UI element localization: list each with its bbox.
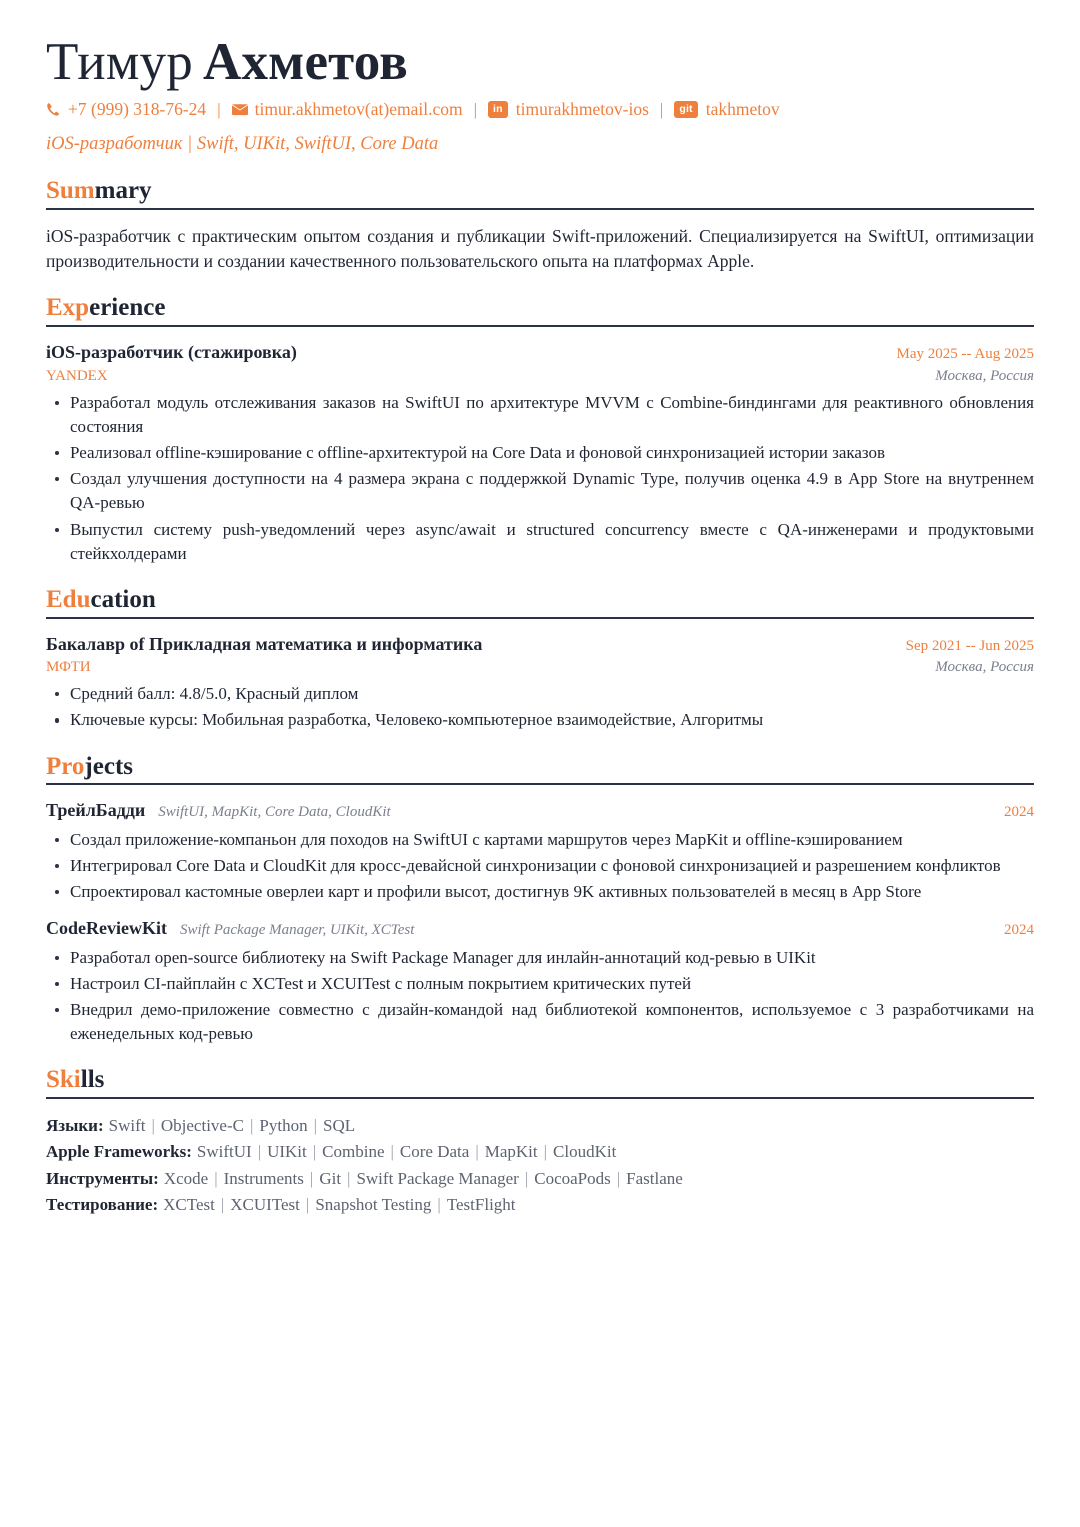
skill-separator: | xyxy=(347,1168,351,1188)
contact-item-linkedin[interactable] xyxy=(488,98,649,121)
contact-item-envelope[interactable] xyxy=(232,98,463,121)
skill-item: XCUITest xyxy=(230,1194,300,1214)
contact-separator: | xyxy=(217,99,221,119)
entry-organization: МФТИ xyxy=(46,659,91,676)
experience-list xyxy=(46,341,1034,566)
skill-category: Языки: xyxy=(46,1115,104,1135)
bullet-item: Создал приложение-компаньон для походов на SwiftUI с картами маршрутов через MapKit и offline-кэшированием xyxy=(70,828,1034,852)
contact-item-phone[interactable] xyxy=(46,98,206,121)
skill-separator: | xyxy=(437,1194,441,1214)
skill-item: Objective-C xyxy=(160,1115,244,1135)
entry-title-row xyxy=(46,341,1034,365)
summary-text: iOS-разработчик с практическим опытом создания и публикации Swift-приложений. Специализируется на SwiftUI, оптимизации производительности и создании качественного пользовательского опыта на платформах Apple. xyxy=(46,225,1034,272)
skill-separator: | xyxy=(257,1142,262,1162)
skill-item: XCTest xyxy=(163,1194,215,1214)
skill-separator: | xyxy=(543,1142,548,1162)
entry-organization: YANDEX xyxy=(46,367,108,384)
family-name: Ахметов xyxy=(202,33,408,91)
skill-item: UIKit xyxy=(267,1142,307,1162)
project-title-group xyxy=(46,799,391,823)
bullet-list xyxy=(46,946,1034,1047)
project-title-row xyxy=(46,917,1034,941)
entry-title-row xyxy=(46,633,1034,657)
contact-value: +7 (999) 318-76-24 xyxy=(68,99,207,120)
contact-value: timur.akhmetov(at)email.com xyxy=(254,99,463,120)
skill-separator: | xyxy=(220,1194,225,1214)
heading-rest: lls xyxy=(80,1066,105,1094)
contact-item-git[interactable] xyxy=(674,98,779,121)
skill-item: Python xyxy=(259,1115,308,1135)
entry-org-row xyxy=(46,365,1034,386)
projects-list xyxy=(46,799,1034,1046)
heading-accent: Sum xyxy=(46,176,95,204)
heading-accent: Exp xyxy=(46,294,90,322)
bullet-item: Выпустил систему push-уведомлений через async/await и structured concurrency вместе с QA-инженерами и продуктовыми стейкхолдерами xyxy=(70,518,1034,566)
given-name: Тимур xyxy=(46,33,193,91)
bullet-item: Интегрировал Core Data и CloudKit для кросс-девайсной синхронизации с фоновой синхронизацией и разрешением конфликтов xyxy=(70,854,1034,878)
skill-separator: | xyxy=(309,1168,314,1188)
skills-list xyxy=(46,1113,1034,1218)
envelope-icon xyxy=(232,104,248,116)
skill-item: Fastlane xyxy=(626,1168,683,1188)
phone-icon xyxy=(46,102,61,117)
bullet-item: Внедрил демо-приложение совместно с дизайн-командой над библиотекой компонентов, используемое с 3 разработчиками на еженедельных код-ревью xyxy=(70,998,1034,1046)
skill-separator: | xyxy=(616,1168,621,1188)
skill-separator: | xyxy=(475,1142,479,1162)
education-entry xyxy=(46,633,1034,733)
skill-items xyxy=(197,1142,616,1161)
bullet-list xyxy=(46,828,1034,904)
linkedin-icon: in xyxy=(488,101,508,119)
bullet-item: Реализовал offline-кэширование с offline-архитектурой на Core Data и фоновой синхронизацией истории заказов xyxy=(70,441,1034,465)
bullet-item: Ключевые курсы: Мобильная разработка, Человеко-компьютерное взаимодействие, Алгоритмы xyxy=(70,708,1034,732)
section-experience xyxy=(46,294,1034,565)
skill-item: CocoaPods xyxy=(534,1168,611,1188)
section-projects xyxy=(46,753,1034,1047)
contact-separator: | xyxy=(659,99,664,119)
heading-rest: erience xyxy=(89,294,166,322)
skill-separator: | xyxy=(312,1142,317,1162)
heading-rest: jects xyxy=(84,752,133,780)
heading-accent: Ski xyxy=(46,1066,81,1094)
section-summary xyxy=(46,177,1034,275)
skill-separator: | xyxy=(249,1115,254,1135)
skill-row xyxy=(46,1113,1034,1139)
skill-items xyxy=(164,1169,683,1188)
skill-item: SwiftUI xyxy=(196,1142,252,1162)
skill-item: Snapshot Testing xyxy=(315,1194,432,1214)
entry-date: May 2025 -- Aug 2025 xyxy=(896,346,1034,363)
skill-separator: | xyxy=(151,1115,155,1135)
skill-category: Тестирование: xyxy=(46,1194,159,1214)
skill-item: Xcode xyxy=(163,1168,209,1188)
skill-row xyxy=(46,1166,1034,1192)
bullet-list xyxy=(46,682,1034,732)
skill-item: Git xyxy=(319,1168,342,1188)
section-heading-experience xyxy=(46,294,1034,323)
skill-item: Swift Package Manager xyxy=(356,1168,519,1188)
section-rule xyxy=(46,783,1034,785)
skill-items xyxy=(109,1116,355,1135)
skill-item: Instruments xyxy=(223,1168,304,1188)
heading-rest: cation xyxy=(90,585,156,613)
candidate-name xyxy=(46,34,1034,90)
skill-separator: | xyxy=(214,1168,218,1188)
project-year: 2024 xyxy=(1004,922,1034,939)
project-year: 2024 xyxy=(1004,804,1034,821)
entry-date: Sep 2021 -- Jun 2025 xyxy=(905,637,1034,654)
project-entry xyxy=(46,917,1034,1046)
project-name: CodeReviewKit xyxy=(46,918,167,939)
experience-entry xyxy=(46,341,1034,566)
section-rule xyxy=(46,1097,1034,1099)
bullet-item: Создал улучшения доступности на 4 размера экрана с поддержкой Dynamic Type, получив оценка 4.9 в App Store на внутреннем QA-ревью xyxy=(70,467,1034,515)
section-heading-education xyxy=(46,586,1034,615)
section-heading-skills xyxy=(46,1066,1034,1095)
skill-item: Core Data xyxy=(399,1142,470,1162)
bullet-list xyxy=(46,391,1034,566)
skill-item: CloudKit xyxy=(553,1142,617,1162)
section-rule xyxy=(46,617,1034,619)
heading-rest: mary xyxy=(94,176,152,204)
section-education xyxy=(46,586,1034,733)
bullet-item: Спроектировал кастомные оверлеи карт и профили высот, достигнув 9K активных пользователей в месяц в App Store xyxy=(70,880,1034,904)
professional-tagline: iOS-разработчик | Swift, UIKit, SwiftUI, Core Data xyxy=(46,133,439,154)
project-title-row xyxy=(46,799,1034,823)
entry-title: Бакалавр of Прикладная математика и информатика xyxy=(46,633,483,654)
skill-row xyxy=(46,1139,1034,1165)
entry-title: iOS-разработчик (стажировка) xyxy=(46,342,297,363)
skill-item: TestFlight xyxy=(446,1194,516,1214)
section-heading-summary xyxy=(46,177,1034,206)
section-heading-projects xyxy=(46,753,1034,782)
bullet-item: Средний балл: 4.8/5.0, Красный диплом xyxy=(70,682,1034,706)
contact-value: timurakhmetov-ios xyxy=(515,99,649,120)
bullet-item: Разработал open-source библиотеку на Swift Package Manager для инлайн-аннотаций код-ревью в UIKit xyxy=(70,946,1034,970)
section-rule xyxy=(46,208,1034,210)
contact-value: takhmetov xyxy=(705,99,780,120)
skill-category: Apple Frameworks: xyxy=(46,1142,192,1162)
project-stack: Swift Package Manager, UIKit, XCTest xyxy=(179,922,415,939)
section-rule xyxy=(46,325,1034,327)
project-title-group xyxy=(46,917,414,941)
project-stack: SwiftUI, MapKit, Core Data, CloudKit xyxy=(158,804,391,821)
education-list xyxy=(46,633,1034,733)
skill-items xyxy=(163,1195,515,1214)
entry-location: Москва, Россия xyxy=(935,367,1034,384)
resume-header xyxy=(46,34,1034,157)
skill-item: Swift xyxy=(108,1115,146,1135)
project-entry xyxy=(46,799,1034,904)
contact-line xyxy=(46,98,1034,121)
skill-separator: | xyxy=(305,1194,310,1214)
skill-item: Combine xyxy=(322,1142,385,1162)
contact-separator: | xyxy=(473,99,477,119)
entry-location: Москва, Россия xyxy=(935,659,1034,676)
skill-item: MapKit xyxy=(484,1142,538,1162)
skill-separator: | xyxy=(524,1168,529,1188)
skill-separator: | xyxy=(390,1142,394,1162)
bullet-item: Настроил CI-пайплайн с XCTest и XCUITest с полным покрытием критических путей xyxy=(70,972,1034,996)
project-name: ТрейлБадди xyxy=(46,800,146,821)
section-skills xyxy=(46,1066,1034,1218)
heading-accent: Pro xyxy=(46,752,85,780)
entry-org-row xyxy=(46,656,1034,677)
heading-accent: Edu xyxy=(46,585,91,613)
skill-item: SQL xyxy=(322,1115,356,1135)
skill-separator: | xyxy=(313,1115,317,1135)
skill-category: Инструменты: xyxy=(46,1168,159,1188)
git-icon: git xyxy=(674,101,697,119)
bullet-item: Разработал модуль отслеживания заказов на SwiftUI по архитектуре MVVM с Combine-биндингами для реактивного обновления состояния xyxy=(70,391,1034,439)
skill-row xyxy=(46,1192,1034,1218)
